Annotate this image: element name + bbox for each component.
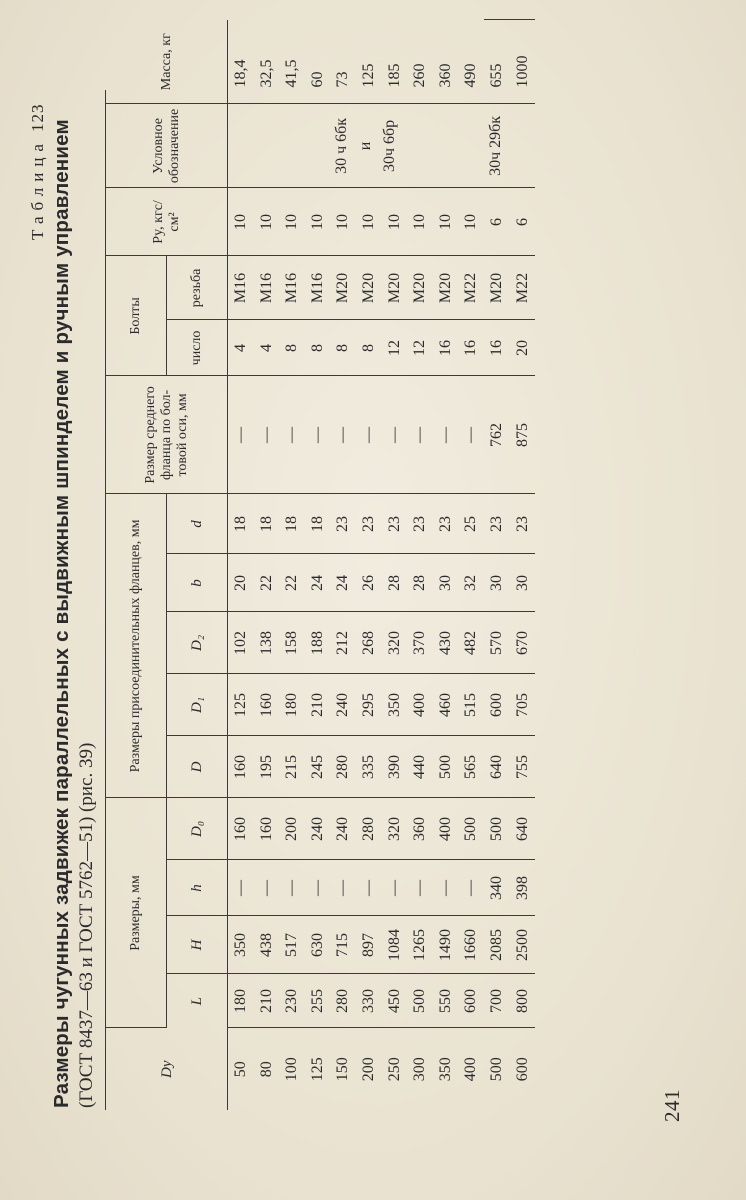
cell-D2: 670 <box>510 612 536 674</box>
cell-L: 450 <box>382 974 408 1028</box>
cell-D2: 268 <box>356 612 382 674</box>
cell-D: 565 <box>458 736 484 798</box>
designation-and: и <box>357 141 374 151</box>
cell-L: 255 <box>305 974 331 1028</box>
cell-H: 1084 <box>382 916 408 974</box>
cell-D1: 295 <box>356 674 382 736</box>
cell-D: 640 <box>484 736 510 798</box>
cell-D: 755 <box>510 736 536 798</box>
cell-D1: 240 <box>330 674 356 736</box>
cell-mass: 73 <box>330 20 356 104</box>
header-L: L <box>167 974 228 1028</box>
cell-mid-flange: — <box>254 376 280 494</box>
cell-mid-flange: — <box>356 376 382 494</box>
header-D0: D₀ <box>167 798 228 860</box>
cell-D0: 640 <box>510 798 536 860</box>
cell-L: 280 <box>330 974 356 1028</box>
cell-bolts-thread: M20 <box>407 256 433 320</box>
cell-b: 30 <box>484 554 510 612</box>
cell-H: 630 <box>305 916 331 974</box>
cell-dy: 50 <box>232 1061 249 1078</box>
cell-D2: 482 <box>458 612 484 674</box>
cell-H: 1660 <box>458 916 484 974</box>
cell-dy: 200 <box>359 1057 377 1082</box>
cell-b: 26 <box>356 554 382 612</box>
designation-line-2: 30ч 6бр <box>381 119 398 173</box>
cell-D0: 240 <box>330 798 356 860</box>
table-subtitle: (ГОСТ 8437—63 и ГОСТ 5762—51) (рис. 39) <box>76 742 97 1108</box>
cell-H: 517 <box>279 916 305 974</box>
cell-D2: 158 <box>279 612 305 674</box>
cell-b: 30 <box>510 554 536 612</box>
cell-py: 6 <box>484 188 510 256</box>
cell-mass: 60 <box>305 20 331 104</box>
cell-py: 10 <box>356 188 382 256</box>
header-mass: Масса, кг <box>106 20 228 104</box>
header-d: d <box>167 494 228 554</box>
cell-dy: 250 <box>385 1057 403 1082</box>
cell-d: 23 <box>510 494 536 554</box>
cell-bolts-thread: M20 <box>356 256 382 320</box>
table-row <box>228 20 254 1110</box>
cell-D1: 125 <box>228 674 254 736</box>
cell-b: 32 <box>458 554 484 612</box>
header-sizes-group: Размеры, мм <box>106 798 167 1028</box>
cell-bolts-thread: M20 <box>330 256 356 320</box>
cell-bolts-count: 8 <box>356 320 382 376</box>
cell-L: 180 <box>228 974 254 1028</box>
cell-H: 897 <box>356 916 382 974</box>
cell-d: 23 <box>356 494 382 554</box>
cell-mid-flange: — <box>458 376 484 494</box>
cell-dy: 125 <box>308 1057 326 1082</box>
header-bolts-thread: резьба <box>167 256 228 320</box>
cell-d: 23 <box>330 494 356 554</box>
cell-D: 440 <box>407 736 433 798</box>
header-flange-group: Размеры присоединительных фланцев, мм <box>106 494 167 798</box>
cell-H: 438 <box>254 916 280 974</box>
cell-h: — <box>356 860 382 916</box>
cell-D: 280 <box>330 736 356 798</box>
cell-mid-flange: 762 <box>484 376 510 494</box>
cell-L: 600 <box>458 974 484 1028</box>
cell-D1: 705 <box>510 674 536 736</box>
cell-L: 800 <box>510 974 536 1028</box>
cell-bolts-count: 20 <box>510 320 536 376</box>
table-number: 123 <box>28 103 47 133</box>
cell-D1: 600 <box>484 674 510 736</box>
cell-mass: 655 <box>484 20 510 104</box>
cell-py: 10 <box>382 188 408 256</box>
cell-py: 10 <box>279 188 305 256</box>
cell-dy: 300 <box>411 1057 429 1082</box>
table-title: Размеры чугунных задвижек параллельных с выдвижным шпинделем и ручным управлением <box>50 119 73 1108</box>
header-mid-flange: Размер среднего фланца по болтовой оси, мм <box>106 376 228 494</box>
cell-mid-flange: — <box>330 376 356 494</box>
cell-mid-flange: — <box>433 376 459 494</box>
cell-b: 30 <box>433 554 459 612</box>
cell-H: 1265 <box>407 916 433 974</box>
header-h: h <box>167 860 228 916</box>
cell-h: — <box>330 860 356 916</box>
cell-py: 10 <box>407 188 433 256</box>
cell-H: 715 <box>330 916 356 974</box>
cell-dy: 500 <box>487 1057 505 1082</box>
cell-d: 18 <box>228 494 254 554</box>
cell-h: — <box>228 860 254 916</box>
cell-mid-flange: 875 <box>510 376 536 494</box>
header-bolts-group: Болты <box>106 256 167 376</box>
cell-d: 23 <box>484 494 510 554</box>
cell-D2: 212 <box>330 612 356 674</box>
cell-D2: 188 <box>305 612 331 674</box>
cell-d: 23 <box>433 494 459 554</box>
cell-D2: 370 <box>407 612 433 674</box>
cell-h: — <box>305 860 331 916</box>
cell-mass: 125 <box>356 20 382 104</box>
cell-D1: 180 <box>279 674 305 736</box>
header-H: H <box>167 916 228 974</box>
cell-bolts-count: 16 <box>484 320 510 376</box>
valve-dimensions-table <box>106 19 535 1110</box>
cell-bolts-count: 8 <box>279 320 305 376</box>
header-designation: Условное обозначение <box>106 104 228 188</box>
cell-dy: 400 <box>462 1057 480 1082</box>
cell-b: 20 <box>228 554 254 612</box>
cell-mid-flange: — <box>382 376 408 494</box>
header-D1: D₁ <box>167 674 228 736</box>
cell-bolts-thread: M20 <box>382 256 408 320</box>
cell-dy: 80 <box>257 1061 275 1078</box>
cell-h: — <box>433 860 459 916</box>
designation-line-1: 30 ч 6бк <box>333 117 350 174</box>
cell-mass: 490 <box>458 20 484 104</box>
cell-d: 23 <box>407 494 433 554</box>
cell-bolts-count: 8 <box>305 320 331 376</box>
cell-h: — <box>407 860 433 916</box>
cell-D1: 460 <box>433 674 459 736</box>
cell-D2: 138 <box>254 612 280 674</box>
cell-bolts-count: 12 <box>407 320 433 376</box>
header-py: Py, кгс/см² <box>106 188 228 256</box>
cell-d: 25 <box>458 494 484 554</box>
cell-D: 245 <box>305 736 331 798</box>
cell-L: 700 <box>484 974 510 1028</box>
cell-bolts-thread: M16 <box>279 256 305 320</box>
cell-D0: 320 <box>382 798 408 860</box>
cell-D0: 280 <box>356 798 382 860</box>
cell-L: 500 <box>407 974 433 1028</box>
cell-D1: 210 <box>305 674 331 736</box>
cell-mass: 185 <box>382 20 408 104</box>
cell-D0: 200 <box>279 798 305 860</box>
header-D: D <box>167 736 228 798</box>
cell-mass: 41,5 <box>279 20 305 104</box>
cell-D2: 320 <box>382 612 408 674</box>
cell-D0: 160 <box>228 798 254 860</box>
cell-h: — <box>254 860 280 916</box>
cell-b: 28 <box>382 554 408 612</box>
cell-b: 22 <box>254 554 280 612</box>
cell-D0: 400 <box>433 798 459 860</box>
cell-py: 6 <box>510 188 536 256</box>
cell-D1: 160 <box>254 674 280 736</box>
header-b: b <box>167 554 228 612</box>
cell-H: 2500 <box>510 916 536 974</box>
table-label-word: Таблица <box>28 138 47 240</box>
cell-bolts-thread: M22 <box>458 256 484 320</box>
cell-bolts-thread: M20 <box>433 256 459 320</box>
header-D2: D₂ <box>167 612 228 674</box>
cell-D: 335 <box>356 736 382 798</box>
cell-D0: 240 <box>305 798 331 860</box>
cell-mass: 32,5 <box>254 20 280 104</box>
cell-bolts-thread: M16 <box>228 256 254 320</box>
cell-D1: 515 <box>458 674 484 736</box>
cell-D: 500 <box>433 736 459 798</box>
cell-mass: 18,4 <box>228 20 254 104</box>
designation-group-b: 30ч 29бк <box>487 115 504 176</box>
cell-dy: 600 <box>513 1057 531 1082</box>
cell-b: 28 <box>407 554 433 612</box>
header-bolts-count: число <box>167 320 228 376</box>
cell-bolts-count: 12 <box>382 320 408 376</box>
cell-mid-flange: — <box>228 376 254 494</box>
cell-bolts-thread: M16 <box>305 256 331 320</box>
cell-d: 23 <box>382 494 408 554</box>
cell-D: 215 <box>279 736 305 798</box>
cell-D2: 570 <box>484 612 510 674</box>
cell-d: 18 <box>279 494 305 554</box>
cell-b: 24 <box>305 554 331 612</box>
cell-D1: 350 <box>382 674 408 736</box>
page-number: 241 <box>660 1089 684 1122</box>
cell-mid-flange: — <box>407 376 433 494</box>
cell-dy: 150 <box>334 1057 352 1082</box>
cell-dy: 100 <box>283 1057 301 1082</box>
cell-bolts-count: 16 <box>433 320 459 376</box>
cell-H: 2085 <box>484 916 510 974</box>
cell-bolts-count: 8 <box>330 320 356 376</box>
cell-b: 24 <box>330 554 356 612</box>
cell-b: 22 <box>279 554 305 612</box>
header-dy: Dy <box>106 1028 228 1110</box>
cell-mid-flange: — <box>305 376 331 494</box>
cell-L: 330 <box>356 974 382 1028</box>
cell-bolts-thread: M20 <box>484 256 510 320</box>
cell-bolts-count: 4 <box>228 320 254 376</box>
cell-mid-flange: — <box>279 376 305 494</box>
cell-D1: 400 <box>407 674 433 736</box>
cell-L: 550 <box>433 974 459 1028</box>
cell-bolts-count: 4 <box>254 320 280 376</box>
cell-bolts-thread: M22 <box>510 256 536 320</box>
cell-py: 10 <box>458 188 484 256</box>
cell-d: 18 <box>254 494 280 554</box>
cell-D: 160 <box>228 736 254 798</box>
cell-d: 18 <box>305 494 331 554</box>
cell-D2: 102 <box>228 612 254 674</box>
cell-D0: 160 <box>254 798 280 860</box>
cell-H: 350 <box>228 916 254 974</box>
designation-group-a <box>330 104 402 187</box>
cell-mass: 1000 <box>510 20 536 104</box>
cell-h: — <box>458 860 484 916</box>
cell-D0: 360 <box>407 798 433 860</box>
cell-D0: 500 <box>458 798 484 860</box>
cell-H: 1490 <box>433 916 459 974</box>
cell-bolts-count: 16 <box>458 320 484 376</box>
cell-L: 210 <box>254 974 280 1028</box>
cell-L: 230 <box>279 974 305 1028</box>
cell-D: 390 <box>382 736 408 798</box>
cell-h: 398 <box>510 860 536 916</box>
cell-mass: 260 <box>407 20 433 104</box>
cell-h: — <box>382 860 408 916</box>
cell-py: 10 <box>433 188 459 256</box>
header-row-groups <box>106 20 167 1110</box>
cell-D2: 430 <box>433 612 459 674</box>
cell-py: 10 <box>305 188 331 256</box>
table-label <box>28 104 48 240</box>
cell-D: 195 <box>254 736 280 798</box>
cell-designation <box>228 104 536 188</box>
cell-py: 10 <box>254 188 280 256</box>
cell-py: 10 <box>330 188 356 256</box>
cell-bolts-thread: M16 <box>254 256 280 320</box>
cell-mass: 360 <box>433 20 459 104</box>
cell-D0: 500 <box>484 798 510 860</box>
cell-dy: 350 <box>436 1057 454 1082</box>
cell-py: 10 <box>228 188 254 256</box>
cell-h: — <box>279 860 305 916</box>
cell-h: 340 <box>484 860 510 916</box>
